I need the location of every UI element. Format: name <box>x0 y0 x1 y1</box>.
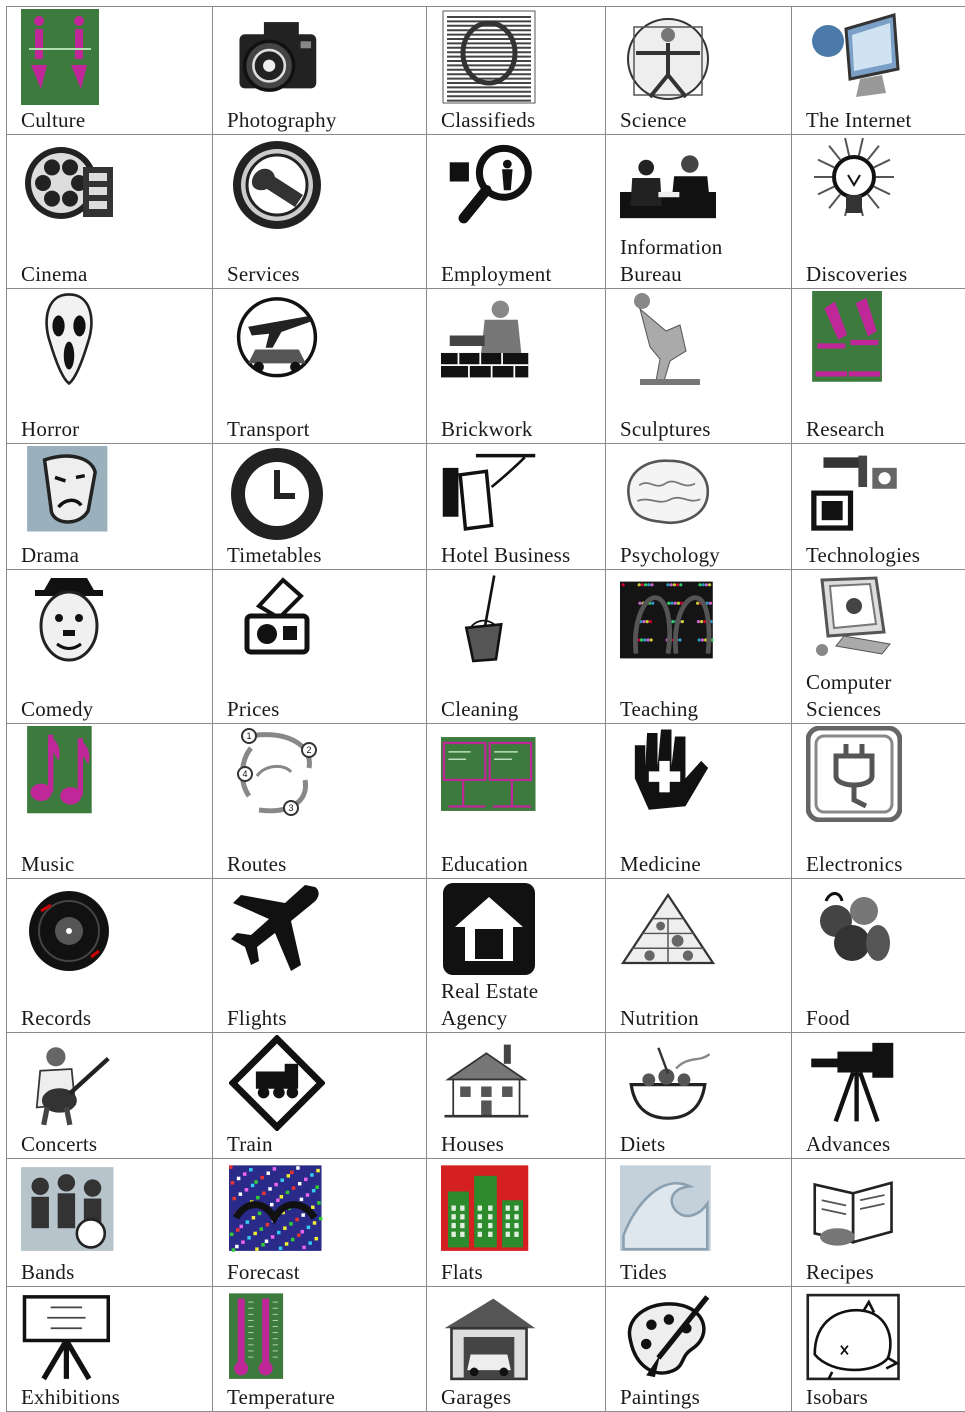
table-cell <box>606 7 792 135</box>
lightbulb-icon <box>806 137 902 233</box>
category-tile <box>427 879 605 1032</box>
plane-car-icon <box>229 291 325 387</box>
power-plug-icon <box>806 726 902 822</box>
category-label: Paintings <box>620 1384 785 1411</box>
category-label: Psychology <box>620 542 785 569</box>
train-sign-icon <box>229 1035 325 1131</box>
table-cell <box>792 724 965 879</box>
table-cell <box>427 1033 606 1159</box>
category-label: Flats <box>441 1259 599 1286</box>
table-cell <box>213 7 427 135</box>
category-label: Garages <box>441 1384 599 1411</box>
table-cell <box>606 724 792 879</box>
category-label: Concerts <box>21 1131 206 1158</box>
category-label: Forecast <box>227 1259 420 1286</box>
category-tile <box>7 570 212 723</box>
food-pyramid-icon <box>620 881 716 977</box>
table-cell <box>7 1159 213 1287</box>
table-cell <box>792 289 965 444</box>
category-tile <box>792 1159 965 1286</box>
telescope-icon <box>806 1035 902 1131</box>
weather-map-icon <box>806 1289 902 1385</box>
table-cell <box>792 7 965 135</box>
table-cell <box>213 444 427 570</box>
imac-computer-icon <box>806 572 902 668</box>
category-tile <box>792 879 965 1032</box>
table-cell <box>606 1287 792 1412</box>
scream-mask-icon <box>21 291 117 387</box>
category-label: Science <box>620 107 785 134</box>
category-label: Train <box>227 1131 420 1158</box>
table-row <box>7 7 965 135</box>
table-cell <box>7 135 213 289</box>
category-label: Education <box>441 851 599 878</box>
category-tile <box>606 724 791 878</box>
category-label: Tides <box>620 1259 785 1286</box>
category-tile <box>792 135 965 288</box>
category-tile <box>213 879 426 1032</box>
category-label: Employment <box>441 261 599 288</box>
classroom-icon <box>441 726 537 822</box>
category-tile <box>792 1033 965 1158</box>
garage-car-icon <box>441 1289 537 1385</box>
vitruvian-man-icon <box>620 9 716 105</box>
category-tile <box>7 1159 212 1286</box>
table-cell <box>792 1033 965 1159</box>
wrench-gear-icon <box>229 137 325 233</box>
category-tile <box>427 135 605 288</box>
table-cell <box>213 135 427 289</box>
category-label: Research <box>806 416 959 443</box>
category-tile <box>792 1287 965 1411</box>
category-tile <box>606 570 791 723</box>
table-cell <box>427 444 606 570</box>
category-tile <box>606 135 791 288</box>
category-tile <box>792 289 965 443</box>
table-cell <box>427 7 606 135</box>
table-cell <box>213 1159 427 1287</box>
category-tile <box>427 1033 605 1158</box>
wave-icon <box>620 1161 716 1257</box>
category-tile <box>606 1033 791 1158</box>
category-tile <box>7 289 212 443</box>
table-row <box>7 444 965 570</box>
brain-icon <box>620 446 716 542</box>
forecast-pattern-icon <box>229 1161 325 1257</box>
category-tile <box>606 879 791 1032</box>
category-label: Brickwork <box>441 416 599 443</box>
category-tile <box>7 879 212 1032</box>
guitarist-icon <box>21 1035 117 1131</box>
table-cell <box>213 1033 427 1159</box>
category-tile <box>427 1159 605 1286</box>
apartment-buildings-icon <box>441 1161 537 1257</box>
category-tile <box>213 444 426 569</box>
category-label: Comedy <box>21 696 206 723</box>
category-tile <box>606 7 791 134</box>
category-tile <box>7 724 212 878</box>
category-label: Routes <box>227 851 420 878</box>
category-label: Records <box>21 1005 206 1032</box>
category-label: Prices <box>227 696 420 723</box>
category-tile <box>213 1287 426 1411</box>
cash-register-icon <box>229 572 325 668</box>
category-label: Exhibitions <box>21 1384 206 1411</box>
film-reel-icon <box>21 137 117 233</box>
category-label: Sculptures <box>620 416 785 443</box>
svg-text:3: 3 <box>288 803 293 813</box>
category-tile <box>427 444 605 569</box>
house-badge-icon <box>441 881 537 977</box>
table-cell <box>213 570 427 724</box>
table-cell <box>606 444 792 570</box>
table-row <box>7 570 965 724</box>
table-cell <box>7 289 213 444</box>
category-tile <box>792 570 965 723</box>
category-label: Timetables <box>227 542 420 569</box>
category-label: Transport <box>227 416 420 443</box>
category-tile <box>427 724 605 878</box>
category-label: Real Estate Agency <box>441 978 599 1032</box>
category-tile <box>427 570 605 723</box>
category-tile <box>792 7 965 134</box>
table-cell <box>792 135 965 289</box>
table-cell <box>427 724 606 879</box>
category-label: Culture <box>21 107 206 134</box>
category-tile <box>606 1287 791 1411</box>
category-label: Horror <box>21 416 206 443</box>
icon-table <box>6 6 965 1412</box>
table-cell <box>213 1287 427 1412</box>
category-tile <box>792 444 965 569</box>
category-tile <box>606 289 791 443</box>
category-label: Music <box>21 851 206 878</box>
category-label: Cleaning <box>441 696 599 723</box>
category-tile <box>213 570 426 723</box>
table-cell <box>7 570 213 724</box>
table-cell <box>792 1287 965 1412</box>
category-label: Bands <box>21 1259 206 1286</box>
category-label: Electronics <box>806 851 959 878</box>
category-tile <box>213 289 426 443</box>
salad-bowl-icon <box>620 1035 716 1131</box>
route-cycle-icon <box>229 726 325 822</box>
table-row <box>7 1033 965 1159</box>
category-tile <box>213 7 426 134</box>
table-cell <box>427 289 606 444</box>
table-cell <box>606 879 792 1033</box>
microscope-icon <box>806 291 902 387</box>
table-cell <box>606 289 792 444</box>
svg-text:2: 2 <box>306 745 311 755</box>
category-tile <box>7 135 212 288</box>
category-tile <box>427 7 605 134</box>
category-tile <box>606 444 791 569</box>
category-tile <box>427 1287 605 1411</box>
category-label: Discoveries <box>806 261 959 288</box>
category-label: Computer Sciences <box>806 669 959 723</box>
table-row <box>7 289 965 444</box>
table-cell <box>7 7 213 135</box>
teaching-pattern-icon <box>620 572 716 668</box>
bricklayer-icon <box>441 291 537 387</box>
comedian-face-icon <box>21 572 117 668</box>
category-tile <box>213 1033 426 1158</box>
category-label: Flights <box>227 1005 420 1032</box>
category-label: Information Bureau <box>620 234 785 288</box>
category-label: Houses <box>441 1131 599 1158</box>
fruits-vegetables-icon <box>806 881 902 977</box>
category-label: Advances <box>806 1131 959 1158</box>
table-cell <box>427 1159 606 1287</box>
category-label: Services <box>227 261 420 288</box>
category-tile <box>213 724 426 878</box>
table-cell <box>7 879 213 1033</box>
mop-bucket-icon <box>441 572 537 668</box>
medical-hand-icon <box>620 726 716 822</box>
category-tile <box>792 724 965 878</box>
category-tile <box>427 289 605 443</box>
hotel-bell-hand-icon <box>441 446 537 542</box>
table-cell <box>606 570 792 724</box>
discobolus-statue-icon <box>620 291 716 387</box>
table-cell <box>213 879 427 1033</box>
table-cell <box>606 1159 792 1287</box>
recipe-book-icon <box>806 1161 902 1257</box>
house-icon <box>441 1035 537 1131</box>
category-label: The Internet <box>806 107 959 134</box>
table-cell <box>427 570 606 724</box>
table-cell <box>213 289 427 444</box>
svg-text:1: 1 <box>246 731 251 741</box>
clock-icon <box>229 446 325 542</box>
category-label: Diets <box>620 1131 785 1158</box>
category-label: Temperature <box>227 1384 420 1411</box>
airplane-icon <box>229 881 325 977</box>
table-cell <box>792 879 965 1033</box>
category-label: Photography <box>227 107 420 134</box>
category-tile <box>7 1033 212 1158</box>
category-label: Classifieds <box>441 107 599 134</box>
category-tile <box>7 1287 212 1411</box>
magnifier-worker-icon <box>441 137 537 233</box>
music-notes-icon <box>21 726 117 822</box>
table-cell <box>7 1287 213 1412</box>
svg-text:4: 4 <box>242 769 247 779</box>
drama-mask-icon <box>21 446 117 542</box>
table-cell <box>7 444 213 570</box>
table-cell <box>792 1159 965 1287</box>
category-tile <box>213 1159 426 1286</box>
category-label: Hotel Business <box>441 542 599 569</box>
palette-brush-icon <box>620 1289 716 1385</box>
table-cell <box>792 444 965 570</box>
category-label: Drama <box>21 542 206 569</box>
category-tile <box>7 7 212 134</box>
tools-machine-icon <box>806 446 902 542</box>
newspaper-icon <box>441 9 537 105</box>
table-cell <box>606 1033 792 1159</box>
thermometers-icon <box>229 1289 325 1385</box>
band-musicians-icon <box>21 1161 117 1257</box>
category-label: Recipes <box>806 1259 959 1286</box>
culture-icon <box>21 9 117 105</box>
table-cell <box>7 1033 213 1159</box>
category-label: Teaching <box>620 696 785 723</box>
table-cell <box>427 1287 606 1412</box>
table-row <box>7 135 965 289</box>
easel-board-icon <box>21 1289 117 1385</box>
category-label: Isobars <box>806 1384 959 1411</box>
table-cell <box>7 724 213 879</box>
table-cell <box>792 570 965 724</box>
category-label: Food <box>806 1005 959 1032</box>
table-cell <box>427 879 606 1033</box>
table-cell <box>427 135 606 289</box>
computer-monitor-icon <box>806 9 902 105</box>
category-label: Nutrition <box>620 1005 785 1032</box>
category-label: Cinema <box>21 261 206 288</box>
vinyl-record-icon <box>21 881 117 977</box>
office-people-icon <box>620 137 716 233</box>
table-cell <box>213 724 427 879</box>
category-tile <box>7 444 212 569</box>
category-tile <box>213 135 426 288</box>
camera-icon <box>229 9 325 105</box>
table-row <box>7 879 965 1033</box>
category-label: Technologies <box>806 542 959 569</box>
table-cell <box>606 135 792 289</box>
category-label: Medicine <box>620 851 785 878</box>
category-tile <box>606 1159 791 1286</box>
table-row <box>7 1159 965 1287</box>
table-row <box>7 1287 965 1412</box>
table-row <box>7 724 965 879</box>
